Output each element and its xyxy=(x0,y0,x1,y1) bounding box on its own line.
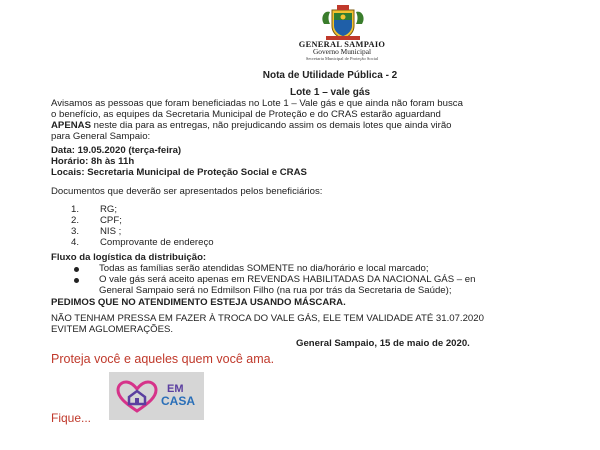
intro-line-2: o benefício, as equipes da Secretaria Municipal de Proteção e do CRAS estarão aguardand xyxy=(51,109,441,120)
intro-line-1: Avisamos as pessoas que foram beneficiadas no Lote 1 – Vale gás e que ainda não foram busca xyxy=(51,98,463,109)
document-item-text: CPF; xyxy=(100,215,122,226)
slogan: Proteja você e aqueles quem você ama. xyxy=(51,352,275,366)
document-item-number: 4. xyxy=(71,237,80,248)
logistics-bullet-1: Todas as famílias serão atendidas SOMENTE no dia/horário e local marcado; xyxy=(99,263,429,274)
document-item-text: NIS ; xyxy=(100,226,122,237)
em-casa-badge xyxy=(109,372,204,420)
city-name: GENERAL SAMPAIO xyxy=(298,40,386,49)
intro-emphasis: APENAS xyxy=(51,120,91,131)
document-item-number: 3. xyxy=(71,226,80,237)
documents-heading: Documentos que deverão ser apresentados pelos beneficiários: xyxy=(51,186,323,197)
bullet-icon xyxy=(74,267,79,272)
note-title: Nota de Utilidade Pública - 2 xyxy=(262,70,398,81)
bullet-icon xyxy=(74,278,79,283)
badge-word-em: EM xyxy=(167,383,184,395)
closing-text: Fique... xyxy=(51,411,92,425)
note-subtitle: Lote 1 – vale gás xyxy=(289,87,371,98)
mask-notice: PEDIMOS QUE NO ATENDIMENTO ESTEJA USANDO MÁSCARA. xyxy=(51,297,346,308)
document-item-number: 1. xyxy=(71,204,80,215)
intro-line-3 xyxy=(51,120,452,131)
coat-of-arms-icon xyxy=(318,4,368,42)
document-item-text: Comprovante de endereço xyxy=(100,237,214,248)
logistics-heading: Fluxo da logística da distribuição: xyxy=(51,252,207,263)
logistics-bullet-2-line-2: General Sampaio será no Edmilson Filho (na rua por trás da Secretaria de Saúde); xyxy=(99,285,452,296)
document-item-number: 2. xyxy=(71,215,80,226)
government-label: Governo Municipal xyxy=(312,47,372,56)
signature-date: General Sampaio, 15 de maio de 2020. xyxy=(296,338,470,349)
schedule-time: Horário: 8h às 11h xyxy=(51,156,135,167)
intro-line-4: para General Sampaio: xyxy=(51,131,151,142)
document-item-text: RG; xyxy=(100,204,118,215)
schedule-date: Data: 19.05.2020 (terça-feira) xyxy=(51,145,182,156)
intro-line-3-rest: neste dia para as entregas, não prejudicando assim os demais lotes que ainda virão xyxy=(90,120,452,131)
validity-line-2: EVITEM AGLOMERAÇÕES. xyxy=(51,324,174,335)
logistics-bullet-2-line-1: O vale gás será aceito apenas em REVENDAS HABILITADAS DA NACIONAL GÁS – en xyxy=(99,274,476,285)
crest-tagline: Secretaria Municipal de Proteção Social xyxy=(305,56,379,61)
validity-line-1: NÃO TENHAM PRESSA EM FAZER À TROCA DO VALE GÁS, ELE TEM VALIDADE ATÉ 31.07.2020 xyxy=(51,313,484,324)
heart-house-icon xyxy=(115,380,159,414)
schedule-place: Locais: Secretaria Municipal de Proteção Social e CRAS xyxy=(51,167,307,178)
badge-word-casa: CASA xyxy=(161,394,196,408)
